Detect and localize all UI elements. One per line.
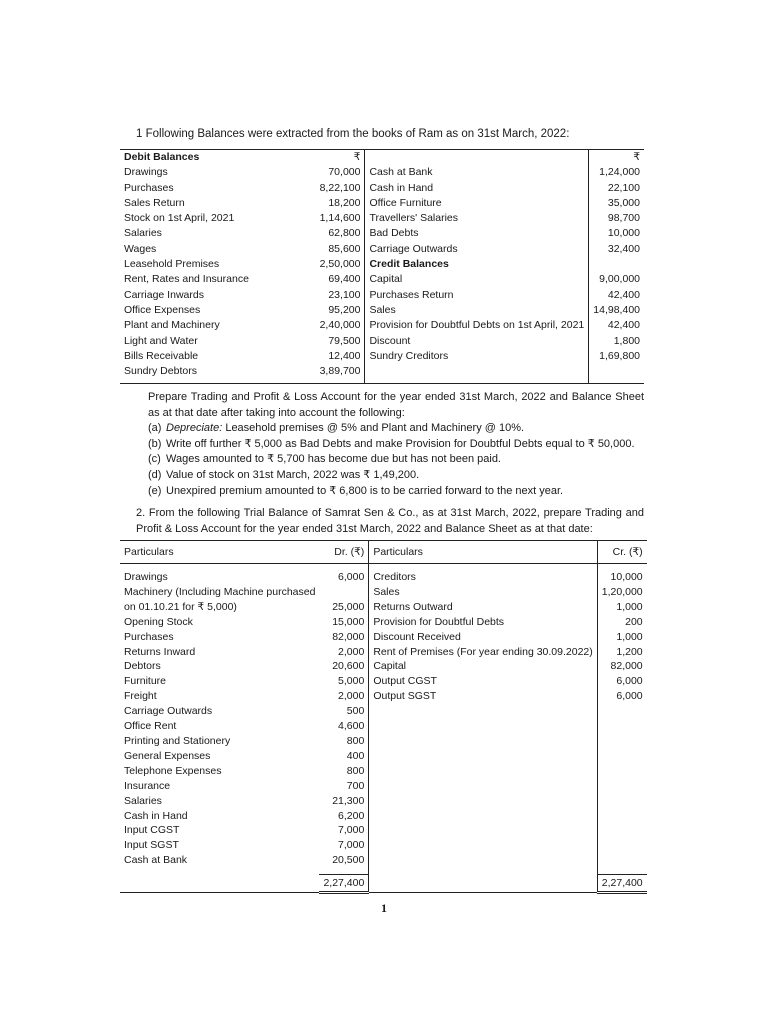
debit-particular: Freight [124, 690, 157, 703]
credit-amount: 10,000 [607, 227, 640, 240]
debit-particular: Drawings [124, 166, 168, 179]
credit-particular: Returns Outward [369, 600, 597, 615]
credit-amount [597, 794, 646, 809]
debit-amount: 69,400 [312, 272, 365, 287]
adjustment-label: (c) [148, 453, 161, 466]
list-item [148, 484, 644, 500]
credit-amount: 42,400 [607, 319, 640, 332]
debit-particular: Office Rent [124, 720, 177, 733]
debit-particular: Salaries [124, 227, 162, 240]
debit-amount: 20,600 [319, 659, 368, 674]
credit-particular: Carriage Outwards [365, 242, 589, 257]
debit-particular: Carriage Inwards [124, 288, 204, 301]
credit-amount [597, 853, 646, 868]
table-row [120, 734, 647, 749]
table-row [120, 303, 644, 318]
credit-amount: 9,00,000 [599, 273, 640, 286]
debit-amount: 400 [319, 749, 368, 764]
adjustment-text-wrapper [166, 452, 501, 468]
adjustment-label: (d) [148, 468, 162, 481]
credit-particular [369, 809, 597, 824]
debit-particular: Carriage Outwards [124, 705, 213, 718]
table-row [120, 318, 644, 333]
credit-amount: 1,000 [616, 600, 643, 613]
total-row [120, 875, 647, 893]
debit-particular: Rent, Rates and Insurance [124, 273, 249, 286]
total-blank-left [120, 875, 319, 893]
credit-amount: 1,200 [616, 645, 643, 658]
page-number: 1 [381, 901, 387, 915]
credit-amount: 98,700 [607, 212, 640, 225]
question-1-balances-table [120, 149, 644, 384]
credit-amount: ₹ [633, 151, 640, 163]
table-row [120, 645, 647, 660]
credit-amount [597, 764, 646, 779]
adjustment-emphasis: Depreciate: [166, 422, 223, 435]
total-debit: 2,27,400 [319, 875, 368, 893]
debit-particular: Debit Balances [124, 151, 200, 163]
credit-amount [597, 823, 646, 838]
table-row [120, 364, 644, 384]
debit-particular: Office Expenses [124, 303, 201, 316]
credit-particular [369, 838, 597, 853]
header-particulars-credit: Particulars [369, 541, 597, 564]
table-row [120, 615, 647, 630]
adjustment-label: (a) [148, 422, 162, 435]
debit-amount: 20,500 [319, 853, 368, 868]
credit-particular [369, 749, 597, 764]
table-row [120, 719, 647, 734]
adjustment-text: Leasehold premises @ 5% and Plant and Machinery @ 10%. [222, 422, 525, 435]
debit-amount: 2,40,000 [312, 318, 365, 333]
credit-particular [369, 779, 597, 794]
table-row [120, 585, 647, 600]
debit-amount: 25,000 [319, 600, 368, 615]
debit-particular: Purchases [124, 181, 174, 194]
credit-particular: Cash at Bank [365, 165, 589, 180]
debit-amount: 70,000 [312, 165, 365, 180]
table-row [120, 823, 647, 838]
question-2-trial-balance-table [120, 540, 647, 894]
credit-amount: 1,20,000 [601, 585, 643, 598]
debit-amount: 82,000 [319, 630, 368, 645]
debit-amount: 2,50,000 [312, 257, 365, 272]
debit-particular: Purchases [124, 630, 174, 643]
credit-particular: Provision for Doubtful Debts on 1st April, 2021 [365, 318, 589, 333]
debit-particular: Leasehold Premises [124, 258, 220, 271]
credit-amount: 22,100 [607, 181, 640, 194]
table-row [120, 165, 644, 180]
debit-particular: General Expenses [124, 749, 211, 762]
credit-amount: 6,000 [616, 675, 643, 688]
debit-particular: Input SGST [124, 839, 179, 852]
table-row [120, 853, 647, 868]
credit-amount [597, 719, 646, 734]
question-2-title: 2. From the following Trial Balance of Samrat Sen & Co., as at 31st March, 2022, prepare Trading and Profit & Loss Account for the year ended 31st March, 2022 and Balance Sheet as at that date: [136, 507, 644, 535]
debit-particular: Printing and Stationery [124, 734, 231, 747]
credit-particular: Sundry Creditors [365, 349, 589, 364]
debit-particular: Cash in Hand [124, 809, 188, 822]
debit-amount: 62,800 [312, 226, 365, 241]
table-row [120, 838, 647, 853]
debit-amount: 79,500 [312, 334, 365, 349]
debit-amount: 5,000 [319, 674, 368, 689]
credit-particular [369, 719, 597, 734]
adjustments-list [148, 421, 644, 499]
table-row [120, 349, 644, 364]
credit-amount [597, 734, 646, 749]
debit-amount: 800 [319, 734, 368, 749]
adjustment-text: Unexpired premium amounted to ₹ 6,800 is to be carried forward to the next year. [166, 484, 564, 497]
debit-amount [319, 585, 368, 600]
question-1-title: 1 Following Balances were extracted from the books of Ram as on 31st March, 2022: [136, 128, 570, 140]
adjustment-text: Wages amounted to ₹ 5,700 has become due but has not been paid. [166, 453, 501, 466]
credit-particular: Capital [369, 659, 597, 674]
credit-particular: Creditors [369, 570, 597, 585]
debit-amount: ₹ [312, 150, 365, 166]
table-row [120, 242, 644, 257]
credit-amount [597, 779, 646, 794]
credit-particular [369, 823, 597, 838]
credit-amount [597, 838, 646, 853]
credit-particular: Capital [365, 272, 589, 287]
debit-amount: 1,14,600 [312, 211, 365, 226]
debit-amount: 7,000 [319, 823, 368, 838]
credit-particular [369, 764, 597, 779]
table-row [120, 272, 644, 287]
list-item [148, 437, 644, 453]
credit-particular [365, 364, 589, 384]
debit-amount: 12,400 [312, 349, 365, 364]
debit-particular: Telephone Expenses [124, 764, 222, 777]
table-row [120, 600, 647, 615]
credit-particular: Bad Debts [365, 226, 589, 241]
adjustment-text: Write off further ₹ 5,000 as Bad Debts and make Provision for Doubtful Debts equal to ₹ 50,000. [166, 437, 635, 450]
debit-amount: 18,200 [312, 196, 365, 211]
question-1-instruction-text: Prepare Trading and Profit & Loss Account for the year ended 31st March, 2022 and Balance Sheet as at that date after taking into account the following: [148, 391, 644, 419]
adjustment-label: (b) [148, 437, 162, 450]
credit-amount: 10,000 [610, 571, 643, 583]
credit-amount [597, 809, 646, 824]
table-row [120, 809, 647, 824]
adjustment-text: Value of stock on 31st March, 2022 was ₹ 1,49,200. [166, 468, 420, 481]
debit-particular: Salaries [124, 794, 162, 807]
table-row [120, 764, 647, 779]
table-row [120, 630, 647, 645]
debit-particular: Stock on 1st April, 2021 [124, 212, 235, 225]
table-row [120, 196, 644, 211]
credit-amount [597, 749, 646, 764]
table-row [120, 689, 647, 704]
debit-amount: 6,200 [319, 809, 368, 824]
debit-particular: Furniture [124, 675, 167, 688]
debit-amount: 7,000 [319, 838, 368, 853]
debit-amount: 23,100 [312, 288, 365, 303]
credit-particular [369, 853, 597, 868]
credit-amount [589, 364, 644, 384]
table-row [120, 779, 647, 794]
credit-particular: Sales [369, 585, 597, 600]
table-row [120, 749, 647, 764]
credit-amount: 35,000 [607, 196, 640, 209]
debit-particular: Insurance [124, 779, 171, 792]
debit-particular: Wages [124, 242, 157, 255]
credit-amount [589, 257, 644, 272]
debit-particular: Cash at Bank [124, 854, 188, 867]
table-row [120, 334, 644, 349]
question-1-instructions [148, 390, 644, 499]
debit-amount: 3,89,700 [312, 364, 365, 384]
debit-amount: 2,000 [319, 689, 368, 704]
debit-particular: Machinery (Including Machine purchased [124, 585, 316, 598]
adjustment-text-wrapper [166, 437, 635, 453]
table-row [120, 257, 644, 272]
debit-amount: 4,600 [319, 719, 368, 734]
credit-particular: Output CGST [369, 674, 597, 689]
debit-particular: Input CGST [124, 824, 180, 837]
debit-particular: Bills Receivable [124, 349, 199, 362]
header-debit-amount: Dr. (₹) [319, 541, 368, 564]
debit-particular: Returns Inward [124, 645, 196, 658]
credit-particular: Discount Received [369, 630, 597, 645]
credit-amount: 1,69,800 [599, 349, 640, 362]
credit-particular: Purchases Return [365, 288, 589, 303]
credit-amount: 42,400 [607, 288, 640, 301]
debit-particular: Light and Water [124, 334, 198, 347]
header-particulars-debit: Particulars [120, 541, 319, 564]
credit-amount: 1,800 [613, 334, 640, 347]
credit-amount: 200 [625, 615, 643, 628]
debit-particular: Plant and Machinery [124, 319, 220, 332]
total-blank-right [369, 875, 597, 893]
credit-amount: 82,000 [610, 660, 643, 673]
credit-particular: Output SGST [369, 689, 597, 704]
debit-particular: Sundry Debtors [124, 365, 197, 378]
credit-particular: Rent of Premises (For year ending 30.09.2022) [369, 645, 597, 660]
table-row [120, 659, 647, 674]
table-row [120, 704, 647, 719]
credit-particular [365, 150, 589, 166]
list-item [148, 421, 644, 437]
adjustment-label: (e) [148, 484, 162, 497]
credit-particular: Credit Balances [365, 257, 589, 272]
debit-amount: 21,300 [319, 794, 368, 809]
debit-amount: 8,22,100 [312, 181, 365, 196]
credit-particular [369, 794, 597, 809]
debit-amount: 700 [319, 779, 368, 794]
debit-particular: Opening Stock [124, 615, 193, 628]
credit-amount: 6,000 [616, 690, 643, 703]
adjustment-text-wrapper [166, 468, 419, 484]
credit-particular [369, 734, 597, 749]
credit-particular: Travellers' Salaries [365, 211, 589, 226]
table-row [120, 570, 647, 585]
table-row [120, 150, 644, 166]
adjustment-text-wrapper [166, 484, 563, 500]
table-row [120, 226, 644, 241]
table-row [120, 794, 647, 809]
debit-particular: Debtors [124, 660, 161, 673]
debit-amount: 6,000 [319, 570, 368, 585]
credit-particular: Provision for Doubtful Debts [369, 615, 597, 630]
credit-amount: 1,24,000 [599, 166, 640, 179]
header-credit-amount: Cr. (₹) [597, 541, 646, 564]
credit-particular: Sales [365, 303, 589, 318]
credit-particular: Cash in Hand [365, 181, 589, 196]
credit-amount [597, 704, 646, 719]
debit-particular: on 01.10.21 for ₹ 5,000) [124, 600, 237, 613]
debit-amount: 800 [319, 764, 368, 779]
table-row [120, 181, 644, 196]
question-2-table-body [120, 541, 647, 893]
debit-amount: 15,000 [319, 615, 368, 630]
credit-amount: 32,400 [607, 242, 640, 255]
debit-amount: 2,000 [319, 645, 368, 660]
debit-amount: 95,200 [312, 303, 365, 318]
credit-particular [369, 704, 597, 719]
debit-amount: 500 [319, 704, 368, 719]
debit-particular: Sales Return [124, 196, 185, 209]
question-1-table-body [120, 150, 644, 384]
total-credit: 2,27,400 [597, 875, 646, 893]
list-item [148, 468, 644, 484]
table-header-row [120, 541, 647, 564]
credit-particular: Office Furniture [365, 196, 589, 211]
debit-amount: 85,600 [312, 242, 365, 257]
table-row [120, 211, 644, 226]
credit-amount: 1,000 [616, 630, 643, 643]
list-item [148, 452, 644, 468]
debit-particular: Drawings [124, 571, 168, 583]
adjustment-text-wrapper [166, 421, 524, 437]
credit-amount: 14,98,400 [593, 303, 640, 316]
table-row [120, 674, 647, 689]
credit-particular: Discount [365, 334, 589, 349]
table-row [120, 288, 644, 303]
